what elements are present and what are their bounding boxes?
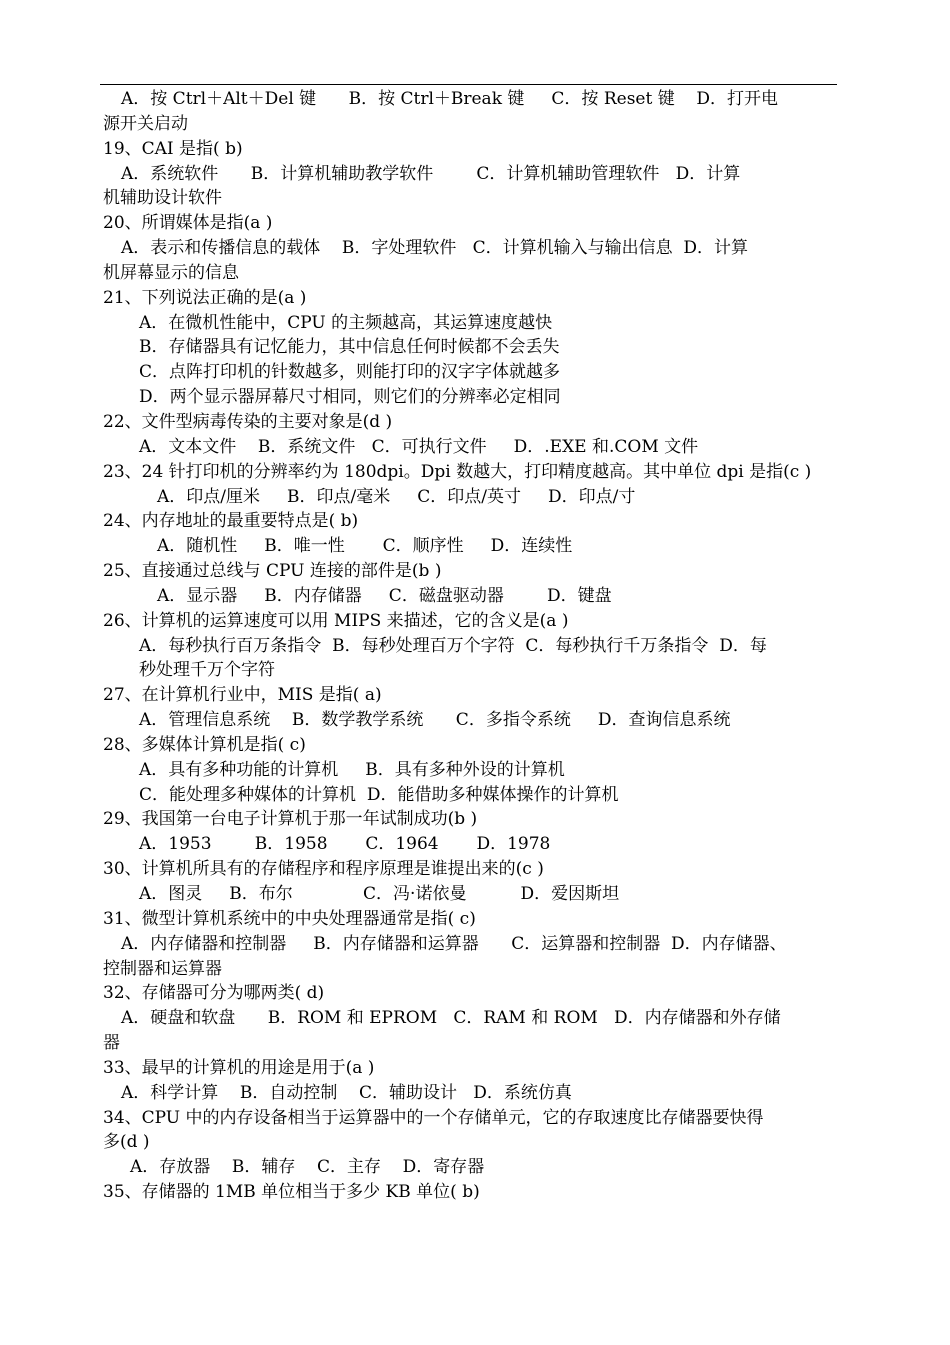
text-line: 19、CAI 是指( b) <box>103 138 243 159</box>
text-line: 秒处理千万个字符 <box>139 660 275 681</box>
text-line: A．具有多种功能的计算机 B．具有多种外设的计算机 <box>139 759 565 780</box>
text-line: 控制器和运算器 <box>103 958 222 979</box>
text-line: C．能处理多种媒体的计算机 D．能借助多种媒体操作的计算机 <box>139 784 619 805</box>
text-line: 33、最早的计算机的用途是用于(a ) <box>103 1057 375 1078</box>
text-line: A．管理信息系统 B．数学教学系统 C．多指令系统 D．查询信息系统 <box>139 710 731 731</box>
text-line: 23、24 针打印机的分辨率约为 180dpi。Dpi 数越大，打印精度越高。其中单位 dpi 是指(c ) <box>103 461 812 482</box>
text-line: A．随机性 B．唯一性 C．顺序性 D．连续性 <box>157 536 573 557</box>
text-line: A．系统软件 B．计算机辅助教学软件 C．计算机辅助管理软件 D．计算 <box>121 163 741 184</box>
text-line: C．点阵打印机的针数越多，则能打印的汉字字体就越多 <box>139 362 561 383</box>
text-line: A．表示和传播信息的载体 B．字处理软件 C．计算机输入与输出信息 D．计算 <box>121 238 749 259</box>
text-line: 32、存储器可分为哪两类( d) <box>103 983 325 1004</box>
text-line: A．图灵 B．布尔 C．冯·诺依曼 D．爱因斯坦 <box>139 884 620 904</box>
text-line: 28、多媒体计算机是指( c) <box>103 734 306 755</box>
text-line: 27、在计算机行业中，MIS 是指( a) <box>103 685 382 706</box>
text-line: 器 <box>103 1033 120 1054</box>
text-line: A．显示器 B．内存储器 C．磁盘驱动器 D．键盘 <box>157 585 612 606</box>
text-line: 26、计算机的运算速度可以用 MIPS 来描述，它的含义是(a ) <box>103 610 569 631</box>
text-line: 30、计算机所具有的存储程序和程序原理是谁提出来的(c ) <box>103 859 544 880</box>
text-line: 机屏幕显示的信息 <box>103 262 239 283</box>
text-line: 31、微型计算机系统中的中央处理器通常是指( c) <box>103 908 476 929</box>
text-line: 21、下列说法正确的是(a ) <box>103 287 307 308</box>
text-line: A．每秒执行百万条指令 B．每秒处理百万个字符 C．每秒执行千万条指令 D．每 <box>139 635 767 656</box>
text-line: B．存储器具有记忆能力，其中信息任何时候都不会丢失 <box>139 337 560 358</box>
text-line: 多(d ) <box>103 1132 150 1153</box>
text-line: 源开关启动 <box>103 113 188 134</box>
text-line: A．1953 B．1958 C．1964 D．1978 <box>139 834 551 855</box>
text-line: 20、所谓媒体是指(a ) <box>103 213 273 234</box>
text-line: A．印点/厘米 B．印点/毫米 C．印点/英寸 D．印点/寸 <box>157 486 636 507</box>
text-line: D．两个显示器屏幕尺寸相同，则它们的分辨率必定相同 <box>139 387 561 408</box>
text-line: 机辅助设计软件 <box>103 188 222 209</box>
text-line: A．文本文件 B．系统文件 C．可执行文件 D．.EXE 和.COM 文件 <box>139 436 699 457</box>
document-body <box>103 87 835 1205</box>
text-line: 22、文件型病毒传染的主要对象是(d ) <box>103 411 393 432</box>
header-rule <box>100 84 837 85</box>
text-line: A．按 Ctrl＋Alt＋Del 键 B．按 Ctrl＋Break 键 C．按 Reset 键 D．打开电 <box>121 89 778 109</box>
text-line: 24、内存地址的最重要特点是( b) <box>103 511 359 532</box>
text-line: 35、存储器的 1MB 单位相当于多少 KB 单位( b) <box>103 1182 480 1203</box>
text-line: A．内存储器和控制器 B．内存储器和运算器 C．运算器和控制器 D．内存储器、 <box>121 933 787 954</box>
text-line: A．存放器 B．辅存 C．主存 D．寄存器 <box>130 1157 485 1178</box>
text-line: A．在微机性能中，CPU 的主频越高，其运算速度越快 <box>139 312 553 333</box>
text-line: 25、直接通过总线与 CPU 连接的部件是(b ) <box>103 561 442 582</box>
text-line: A．科学计算 B．自动控制 C．辅助设计 D．系统仿真 <box>121 1082 572 1103</box>
text-line: 29、我国第一台电子计算机于那一年试制成功(b ) <box>103 809 478 830</box>
text-line: A．硬盘和软盘 B．ROM 和 EPROM C．RAM 和 ROM D．内存储器和外存储 <box>121 1008 781 1029</box>
text-line: 34、CPU 中的内存设备相当于运算器中的一个存储单元，它的存取速度比存储器要快得 <box>103 1107 764 1128</box>
